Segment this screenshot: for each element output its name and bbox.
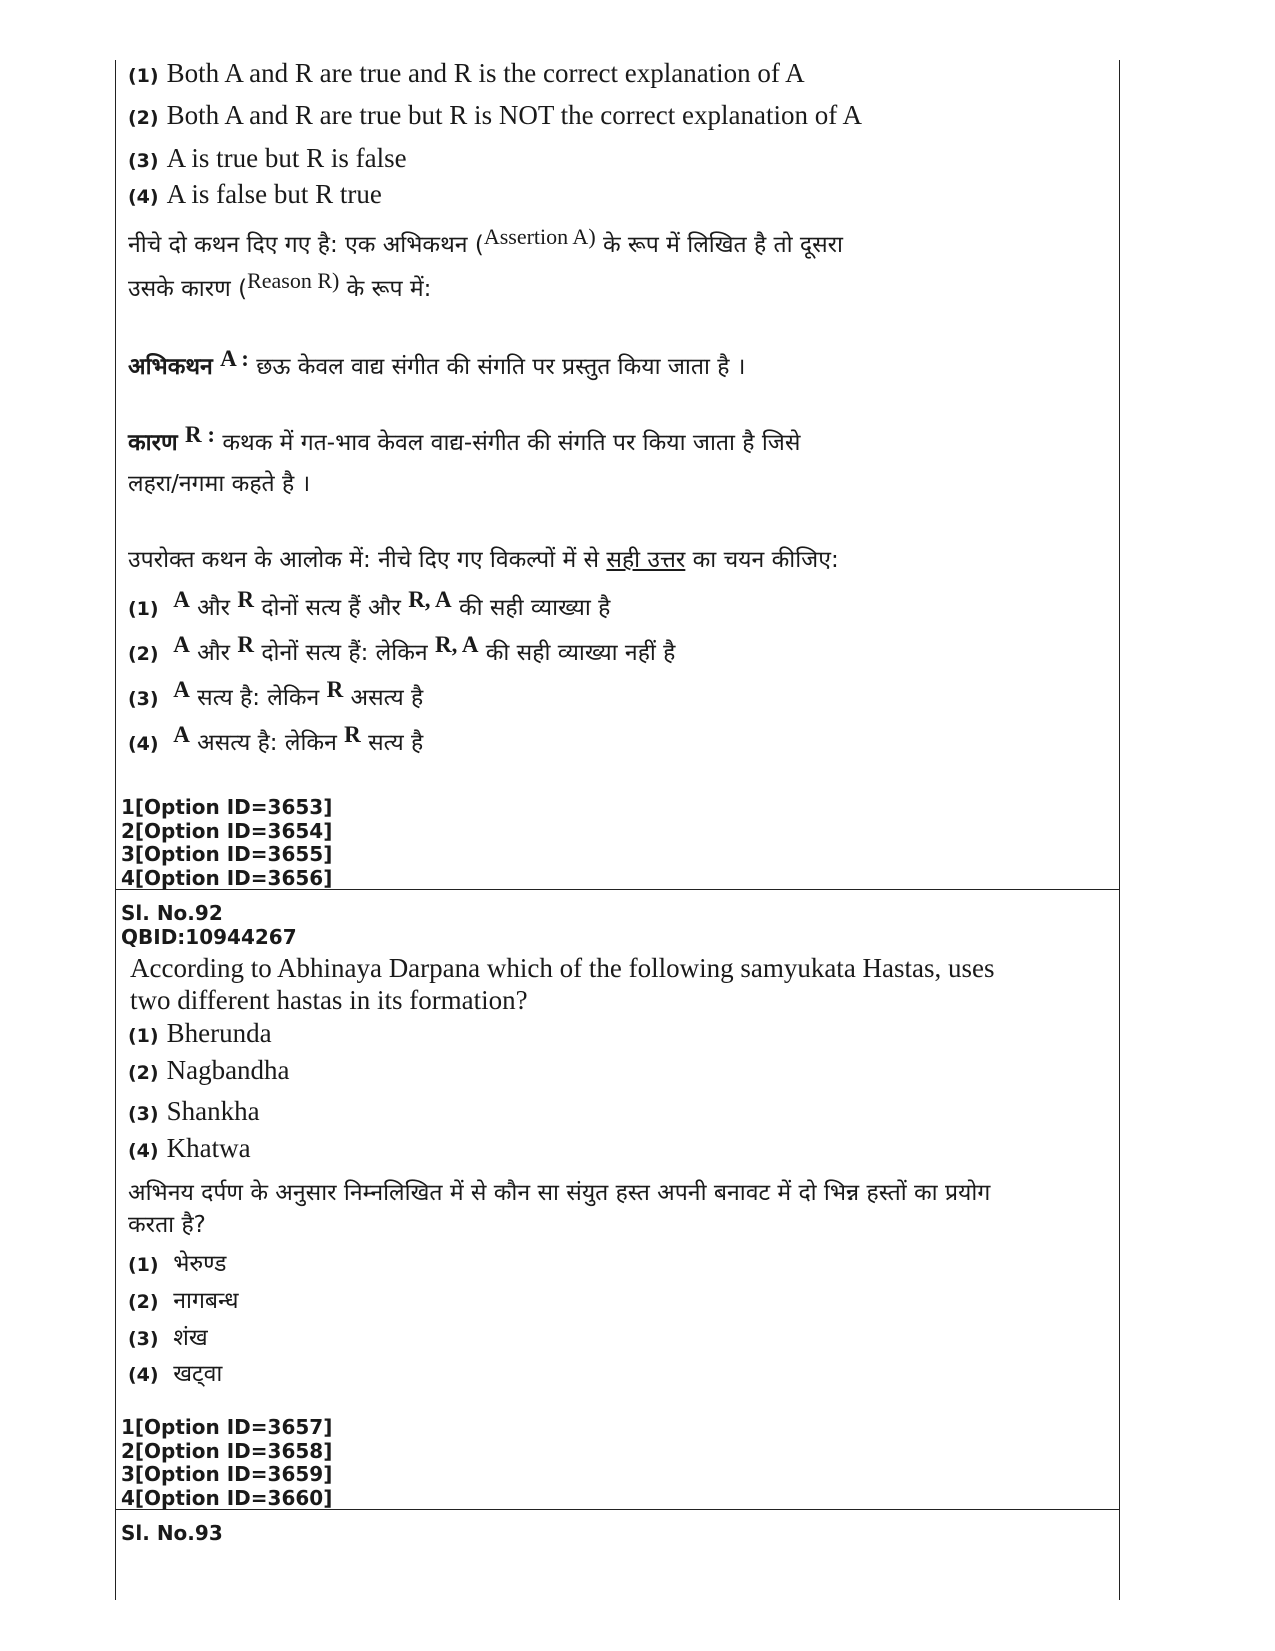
option-mark: R [326,677,344,702]
option-number: (4) [128,1140,159,1162]
assertion-mark: A : [220,346,249,371]
option-number: (4) [128,733,159,755]
qbid: QBID:10944267 [121,924,297,949]
reason-text: कथक में गत-भाव केवल वाद्य-संगीत की संगति पर किया जाता है जिसे [222,430,801,456]
question-text-line: According to Abhinaya Darpana which of the following samyukata Hastas, uses [130,953,995,983]
option-text: नागबन्ध [173,1288,239,1314]
hindi-option-row [128,722,423,757]
hindi-option-row [128,677,423,712]
option-text: Both A and R are true and R is the correct explanation of A [166,58,805,88]
option-text: Nagbandha [166,1055,290,1085]
option-row [128,100,862,131]
option-text: शंख [173,1325,208,1351]
option-number: (1) [128,65,159,87]
option-text: A is false but R true [166,179,382,209]
option-id: 1[Option ID=3653] [121,795,333,819]
question-text-line: अभिनय दर्पण के अनुसार निम्नलिखित में से कौन सा संयुत हस्त अपनी बनावट में दो भिन्न हस्तों का प्रयोग [128,1180,991,1206]
option-text: Both A and R are true but R is NOT the correct explanation of A [166,100,862,130]
option-number: (3) [128,150,159,172]
option-number: (3) [128,1103,159,1125]
reason-mark: R : [184,422,216,447]
option-text: Bherunda [166,1018,272,1048]
hindi-option-row [128,1246,226,1278]
option-mark: A [173,722,190,747]
option-row [128,179,382,210]
option-mark: R [237,632,255,657]
option-text: और [189,595,238,621]
option-text: दोनों सत्य हैं: लेकिन [254,640,435,666]
instruction-line [128,542,839,574]
reason-line [128,422,800,457]
reason-text: लहरा/नगमा कहते है । [128,471,311,497]
option-mark: R, A [408,587,452,612]
instruction-underlined: सही उत्तर [606,547,686,573]
question-text-line: two different hastas in its formation? [130,985,528,1015]
option-text: असत्य है: लेकिन [189,730,345,756]
question-text-line: करता है? [128,1212,206,1238]
hindi-option-row [128,587,610,622]
option-number: (2) [128,1291,159,1313]
option-mark: R [344,722,361,747]
option-id: 3[Option ID=3659] [121,1462,333,1486]
option-number: (2) [128,643,159,665]
serial-number: Sl. No.92 [121,901,223,925]
hindi-option-row [128,632,675,667]
option-number: (1) [128,1254,159,1276]
option-number: (3) [128,688,159,710]
option-mark: A [173,632,190,657]
question-header [121,902,297,949]
option-mark: A [173,587,190,612]
option-id: 2[Option ID=3654] [121,818,333,843]
option-row [128,1018,272,1049]
reason-label: कारण [128,430,178,456]
question-text [130,952,995,1016]
option-text: की सही व्याख्या है [451,595,611,621]
instruction-text: उपरोक्त कथन के आलोक में: नीचे दिए गए विकल्पों में से [128,547,607,573]
option-id: 3[Option ID=3655] [121,842,333,866]
assertion-text: छऊ केवल वाद्य संगीत की संगति पर प्रस्तुत किया जाता है । [256,354,746,380]
option-text: और [189,640,238,666]
option-id: 4[Option ID=3660] [121,1485,333,1510]
option-row [128,1055,290,1086]
option-id: 4[Option ID=3656] [121,865,333,890]
option-text: सत्य है [360,730,424,756]
option-id: 1[Option ID=3657] [121,1415,333,1439]
instruction-text: का चयन कीजिए: [685,547,839,573]
option-text: Khatwa [166,1133,251,1163]
serial-number: Sl. No.93 [121,1521,223,1545]
option-number: (4) [128,186,159,208]
option-text: दोनों सत्य हैं और [254,595,409,621]
option-mark: A [173,677,190,702]
option-id-list [121,1416,332,1510]
option-number: (1) [128,598,159,620]
hindi-intro-line [128,268,431,303]
option-mark: R [237,587,255,612]
hindi-option-row [128,1283,239,1315]
option-text: की सही व्याख्या नहीं है [478,640,676,666]
option-text: भेरुण्ड [173,1251,227,1277]
assertion-label: अभिकथन [128,354,213,380]
assertion-line [128,346,746,381]
option-id-list [121,796,332,890]
hindi-intro-line [128,224,843,259]
hindi-text: उसके कारण ( [128,276,248,302]
option-number: (1) [128,1025,159,1047]
option-row [128,58,805,89]
reason-ref: Reason R) [247,268,340,293]
option-number: (4) [128,1364,159,1386]
hindi-option-row [128,1320,208,1352]
option-number: (2) [128,107,159,129]
question-text-hindi [128,1177,990,1241]
option-row [128,1096,260,1127]
option-text: सत्य है: लेकिन [189,685,327,711]
option-row [128,143,407,174]
hindi-option-row [128,1356,222,1388]
hindi-text: के रूप में: [339,276,432,302]
option-number: (3) [128,1328,159,1350]
assertion-ref: Assertion A) [483,224,596,249]
question-header [121,1522,223,1546]
option-text: असत्य है [343,685,424,711]
option-mark: R, A [434,632,479,657]
hindi-text: नीचे दो कथन दिए गए है: एक अभिकथन ( [128,232,484,258]
option-text: A is true but R is false [166,143,407,173]
option-number: (2) [128,1062,159,1084]
hindi-text: के रूप में लिखित है तो दूसरा [595,232,844,258]
option-id: 2[Option ID=3658] [121,1438,333,1463]
option-text: Shankha [166,1096,260,1126]
option-text: खट्वा [173,1361,223,1387]
reason-line [128,466,310,498]
option-row [128,1133,251,1164]
